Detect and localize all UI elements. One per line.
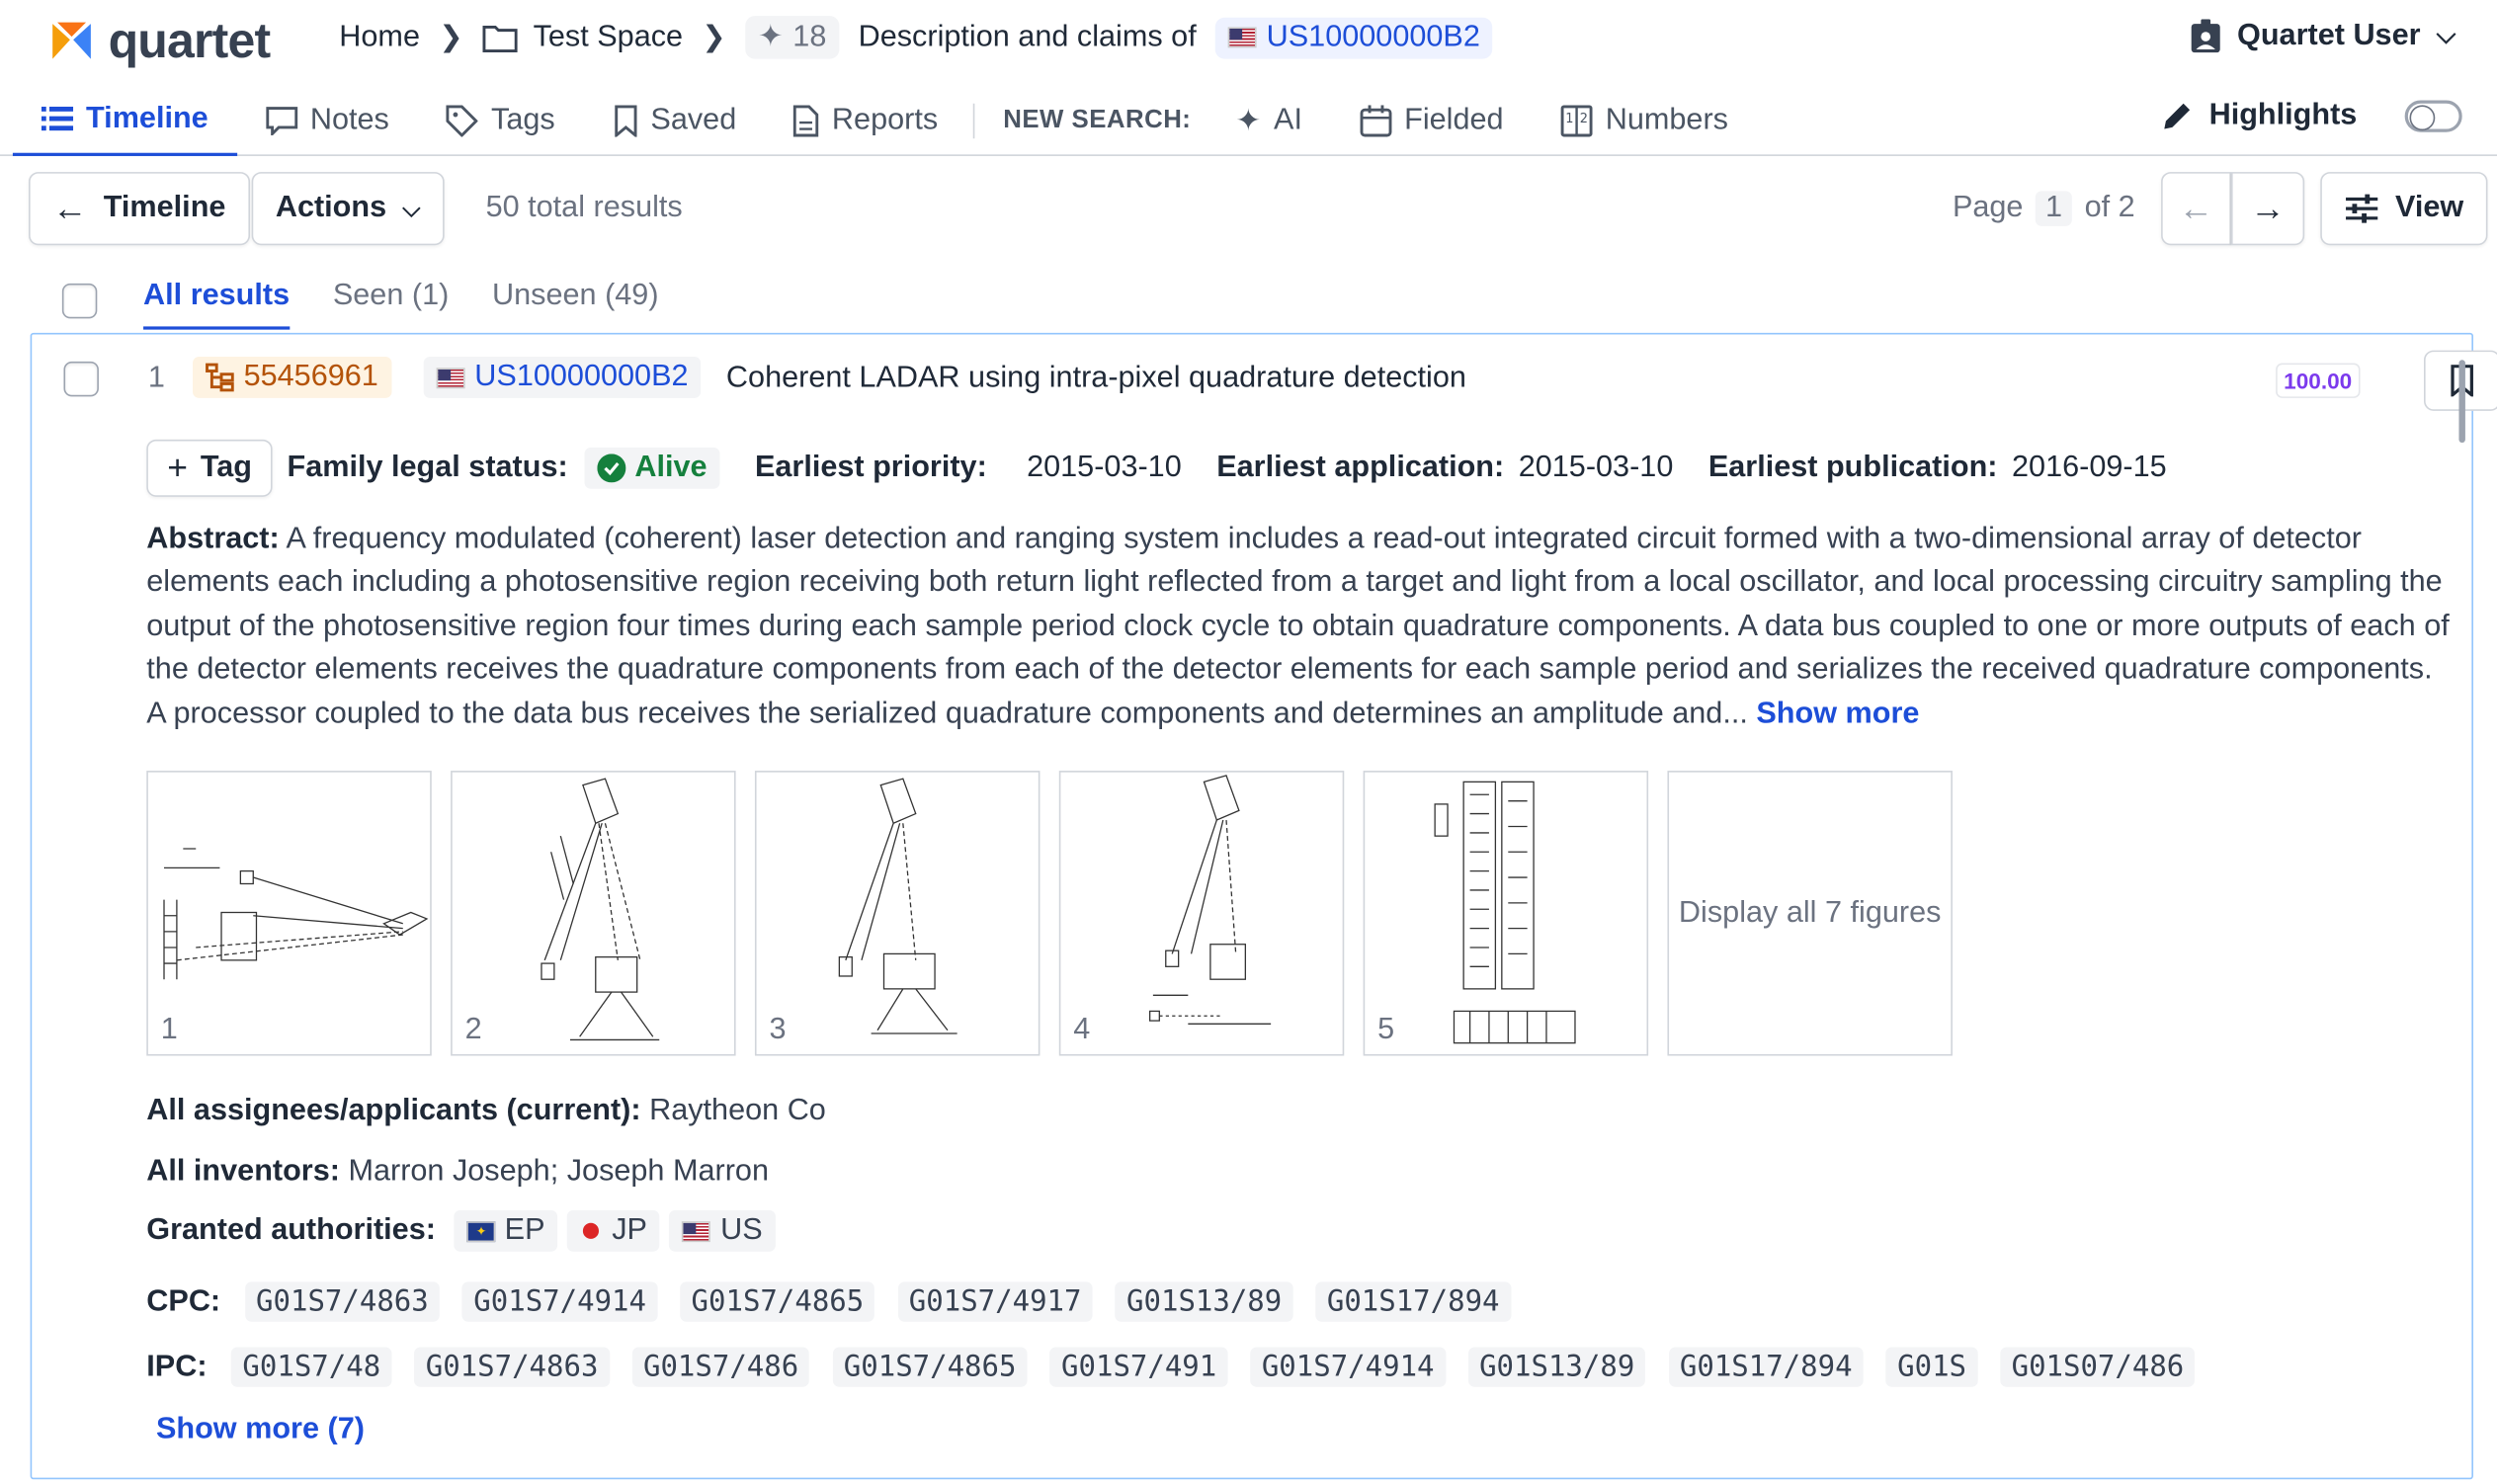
svg-text:1: 1	[1565, 112, 1574, 127]
breadcrumb-space[interactable]	[482, 20, 683, 54]
plus-icon: +	[167, 447, 188, 488]
next-page-button[interactable]	[2231, 172, 2304, 245]
cpc-code[interactable]: G01S7/4914	[462, 1281, 657, 1321]
svg-text:2: 2	[1579, 112, 1589, 127]
cpc-code[interactable]: G01S17/894	[1316, 1281, 1511, 1321]
inventors-row	[146, 1154, 769, 1189]
breadcrumb-patent[interactable]	[1215, 17, 1493, 58]
user-name: Quartet User	[2237, 19, 2421, 53]
tab-notes-label: Notes	[309, 103, 389, 137]
eu-flag-icon	[466, 1220, 495, 1241]
cpc-code[interactable]: G01S7/4863	[245, 1281, 440, 1321]
tab-timeline-label: Timeline	[86, 102, 208, 135]
highlights-control	[2161, 99, 2461, 133]
document-icon	[793, 105, 819, 136]
tab-saved[interactable]	[584, 86, 766, 156]
show-more-codes-link[interactable]: Show more (7)	[155, 1412, 365, 1446]
view-button[interactable]	[2320, 172, 2487, 245]
ipc-code[interactable]: G01S7/486	[632, 1347, 810, 1386]
chevron-right-icon: ❯	[702, 20, 726, 53]
back-to-timeline-label: Timeline	[103, 191, 226, 225]
chevron-down-icon: ⌵	[402, 195, 421, 222]
cpc-code[interactable]: G01S7/4865	[680, 1281, 874, 1321]
figure-number: 1	[160, 1013, 178, 1046]
earliest-application: 2015-03-10	[1518, 451, 1674, 484]
ipc-code[interactable]: G01S07/486	[2000, 1347, 2195, 1386]
assignees-label: All assignees/applicants (current):	[146, 1094, 641, 1128]
ipc-code[interactable]: G01S7/491	[1050, 1347, 1228, 1386]
chevron-down-icon: ⌵	[2436, 22, 2456, 49]
authority-code: JP	[612, 1213, 648, 1247]
us-flag-icon	[437, 367, 465, 387]
earliest-application-label: Earliest application:	[1216, 451, 1505, 484]
figure-number: 3	[769, 1013, 787, 1046]
tab-notes[interactable]	[237, 86, 418, 156]
result-tabs	[0, 265, 2497, 332]
inventors-value: Marron Joseph; Joseph Marron	[348, 1154, 769, 1189]
tab-unseen[interactable]: Unseen (49)	[492, 279, 659, 312]
add-tag-button[interactable]	[146, 440, 273, 497]
abstract	[146, 518, 2455, 736]
legal-status-badge	[584, 448, 720, 489]
authority-code: EP	[504, 1213, 545, 1247]
breadcrumb-patent-number: US10000000B2	[1266, 20, 1480, 53]
result-status-row	[146, 440, 2166, 497]
family-tree-icon	[206, 363, 234, 391]
top-bar	[0, 0, 2497, 83]
pencil-icon	[2161, 101, 2193, 132]
select-all-checkbox[interactable]	[62, 284, 97, 318]
granted-authorities-label: Granted authorities:	[146, 1213, 436, 1247]
figure-drawing	[453, 773, 736, 1056]
notes-icon	[266, 107, 297, 135]
user-menu[interactable]	[2190, 19, 2456, 53]
family-id: 55456961	[243, 360, 378, 394]
tag-icon	[447, 105, 478, 136]
tab-tags[interactable]	[418, 86, 584, 156]
chevron-right-icon: ❯	[439, 20, 463, 53]
authority-chip-ep	[454, 1210, 557, 1252]
ai-search-badge[interactable]	[745, 16, 839, 59]
search-fielded-label: Fielded	[1404, 103, 1504, 137]
actions-button[interactable]	[252, 172, 445, 245]
figure-thumbnail[interactable]	[146, 771, 431, 1055]
ipc-code[interactable]: G01S17/894	[1669, 1347, 1864, 1386]
tab-timeline[interactable]	[13, 86, 237, 156]
ipc-code[interactable]: G01S13/89	[1468, 1347, 1646, 1386]
numbers-icon	[1561, 105, 1593, 136]
figure-strip	[146, 771, 1953, 1055]
ipc-code[interactable]: G01S7/4865	[833, 1347, 1028, 1386]
publication-number-badge[interactable]	[424, 357, 702, 398]
pagination	[1953, 191, 2135, 225]
breadcrumb-home[interactable]: Home	[339, 20, 420, 53]
figure-thumbnail[interactable]	[755, 771, 1040, 1055]
result-checkbox[interactable]	[63, 362, 98, 396]
earliest-priority: 2015-03-10	[1027, 451, 1182, 484]
folder-icon	[482, 23, 517, 51]
figure-drawing	[1060, 773, 1344, 1056]
ai-search-count: 18	[792, 20, 827, 53]
granted-authorities-row	[146, 1210, 775, 1252]
figure-thumbnail[interactable]	[1059, 771, 1344, 1055]
cpc-code[interactable]: G01S13/89	[1116, 1281, 1293, 1321]
jp-flag-icon	[580, 1220, 603, 1241]
nav-bar	[0, 86, 2497, 156]
abstract-text: A frequency modulated (coherent) laser detection and ranging system includes a read-out integrated circuit formed with a two-dimensional array of detector elements each including a photosensitive region receiving both return light reflected from a target and light from a local oscillator, and local processing circuitry sampling the output of the photosensitive region four times during each sample period clock cycle to obtain quadrature components. A data bus coupled to one or more outputs of each of the detector elements receives the quadrature components from each of the detector elements for each sample period and serializes the received quadrature components. A processor coupled to the data bus receives the serialized quadrature components and determines an amplitude and...	[146, 522, 2450, 731]
search-ai-label: AI	[1274, 103, 1302, 137]
ipc-code[interactable]: G01S7/48	[231, 1347, 391, 1386]
page-label: Page	[1952, 191, 2024, 225]
authority-chip-us	[670, 1210, 776, 1252]
scrollbar-thumb[interactable]	[2458, 360, 2464, 443]
authority-chip-jp	[567, 1210, 660, 1252]
breadcrumb	[339, 16, 1492, 59]
tab-tags-label: Tags	[491, 103, 555, 137]
ipc-label: IPC:	[146, 1350, 208, 1384]
figure-thumbnail[interactable]	[1364, 771, 1648, 1055]
us-flag-icon	[682, 1220, 710, 1241]
assignees-row	[146, 1094, 826, 1128]
user-badge-icon	[2190, 19, 2221, 53]
arrow-left-icon: ←	[2178, 188, 2214, 228]
show-more-codes-row	[156, 1413, 365, 1447]
tab-seen[interactable]: Seen (1)	[332, 279, 450, 312]
display-all-figures-button[interactable]	[1667, 771, 1952, 1055]
figure-thumbnail[interactable]	[451, 771, 735, 1055]
legal-status: Alive	[634, 451, 707, 484]
earliest-priority-label: Earliest priority:	[754, 451, 987, 484]
highlights-label: Highlights	[2208, 98, 2358, 132]
cpc-label: CPC:	[146, 1284, 221, 1319]
result-title[interactable]: Coherent LADAR using intra-pixel quadrature detection	[725, 361, 1466, 395]
bookmark-icon	[613, 105, 638, 136]
figure-number: 4	[1073, 1013, 1091, 1046]
new-search-label: NEW SEARCH:	[1003, 106, 1192, 134]
ipc-code[interactable]: G01S	[1886, 1347, 1977, 1386]
sparkle-icon: ✦	[757, 20, 784, 54]
result-card	[31, 333, 2473, 1479]
highlights-toggle[interactable]	[2405, 101, 2462, 132]
sliders-icon	[2344, 193, 2378, 224]
sparkle-icon: ✦	[1235, 104, 1262, 138]
figure-number: 2	[464, 1013, 482, 1046]
quartet-logo-icon	[47, 18, 95, 65]
add-tag-label: Tag	[200, 451, 253, 484]
search-numbers[interactable]	[1533, 86, 1757, 156]
us-flag-icon	[1228, 27, 1257, 47]
ipc-code[interactable]: G01S7/4914	[1251, 1347, 1446, 1386]
arrow-left-icon: ←	[52, 188, 88, 228]
breadcrumb-space-label: Test Space	[533, 20, 684, 53]
results-toolbar	[0, 172, 2497, 248]
cpc-row	[146, 1285, 1525, 1320]
display-all-figures-label: Display all 7 figures	[1678, 895, 1942, 930]
cpc-code[interactable]: G01S7/4917	[898, 1281, 1093, 1321]
abstract-label: Abstract:	[146, 522, 280, 556]
authority-code: US	[720, 1213, 763, 1247]
ipc-row	[146, 1351, 2209, 1385]
back-to-timeline-button[interactable]	[29, 172, 250, 245]
timeline-icon	[42, 105, 73, 133]
breadcrumb-page-label: Description and claims of	[858, 20, 1197, 53]
arrow-right-icon: →	[2250, 188, 2286, 228]
calendar-icon	[1360, 105, 1391, 136]
relevance-score: 100.00	[2276, 363, 2360, 397]
figure-number: 5	[1377, 1013, 1395, 1046]
page-number-input[interactable]: 1	[2036, 191, 2071, 225]
tab-reports[interactable]	[765, 86, 966, 156]
page-total: of 2	[2084, 191, 2135, 225]
logo-text: quartet	[108, 12, 271, 69]
earliest-publication: 2016-09-15	[2012, 451, 2167, 484]
actions-label: Actions	[275, 191, 387, 225]
result-header	[32, 354, 2471, 405]
search-ai[interactable]	[1213, 86, 1331, 156]
tab-all-results[interactable]: All results	[143, 279, 290, 330]
figure-drawing	[757, 773, 1040, 1056]
earliest-publication-label: Earliest publication:	[1707, 451, 1998, 484]
figure-drawing	[148, 773, 432, 1056]
show-more-abstract-link[interactable]: Show more	[1756, 697, 1920, 731]
ipc-code[interactable]: G01S7/4863	[414, 1347, 609, 1386]
figure-drawing	[1365, 773, 1648, 1056]
prev-page-button[interactable]	[2161, 172, 2231, 245]
tab-saved-label: Saved	[650, 103, 737, 137]
result-index: 1	[147, 361, 165, 395]
tab-reports-label: Reports	[831, 103, 939, 137]
family-id-badge[interactable]	[193, 357, 391, 398]
publication-number: US10000000B2	[474, 360, 689, 394]
legal-status-label: Family legal status:	[287, 451, 568, 484]
search-numbers-label: Numbers	[1605, 103, 1728, 137]
check-circle-icon	[597, 453, 625, 482]
total-results: 50 total results	[485, 191, 683, 225]
nav-divider	[973, 104, 975, 138]
assignees-value: Raytheon Co	[649, 1094, 826, 1128]
search-fielded[interactable]	[1331, 86, 1533, 156]
view-label: View	[2394, 191, 2464, 225]
logo[interactable]	[47, 13, 270, 70]
inventors-label: All inventors:	[146, 1154, 340, 1189]
